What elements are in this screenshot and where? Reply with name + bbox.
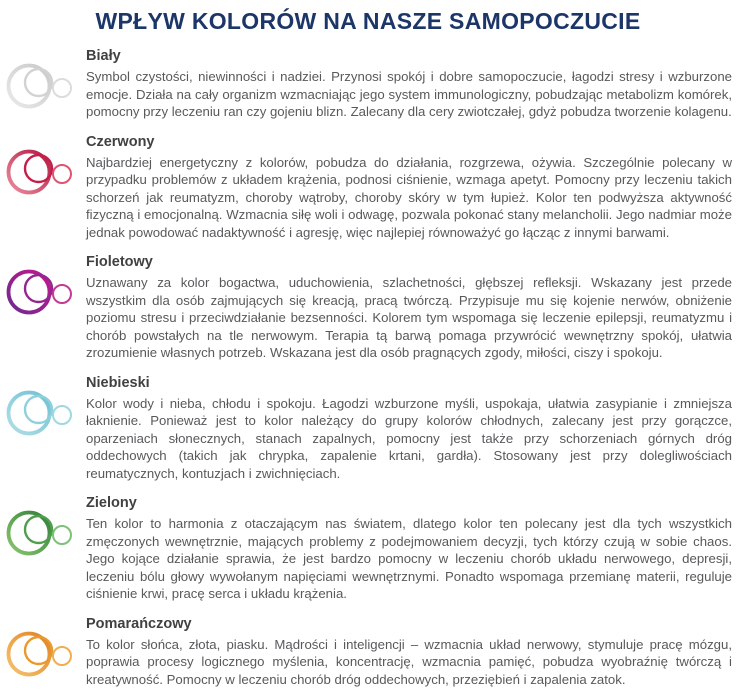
section-body: Uznawany za kolor bogactwa, uduchowienia, szlachetności, głębszej refleksji. Wskazany jest przede wszystkim dla osób zajmujących się kreacją, pracą twórczą. Przypisuje mu się kojenie nerwów, obniżenie poziomu stresu i przeciwdziałanie bezsenności. Kolorem tym wspomaga się leczenie epilepsji, reumatyzmu i chorób powstałych na tle nerwowym. Terapia tą barwą pomaga przywrócić wewnętrzny spokój, ułatwia zrozumienie własnych potrzeb. Wskazana jest dla osób pragnących zgody, miłości, ciszy i spokoju. (86, 275, 732, 360)
white-circles-icon (4, 58, 80, 112)
section-czerwony (0, 134, 736, 242)
section-heading: Niebieski (86, 374, 150, 391)
green-circles-icon (4, 505, 80, 559)
text-column (86, 134, 736, 242)
purple-circles-icon (4, 264, 80, 318)
section-niebieski (0, 375, 736, 483)
section-body: Symbol czystości, niewinności i nadziei. Przynosi spokój i dobre samopoczucie, łagodzi stresy i wzburzone emocje. Działa na cały organizm wzmacniając jego system immunologiczny, pobudzając metabolizm komórek, pomocny przy leczeniu ran czy gojeniu blizn. Zalecany dla cery zwiotczałej, gdyż pobudza tworzenie kolagenu. (86, 69, 732, 119)
icon-column (0, 134, 86, 242)
text-column (86, 48, 736, 121)
section-body: Ten kolor to harmonia z otaczającym nas światem, dlatego kolor ten polecany jest dla tych wszystkich zmęczonych wewnętrznie, mających problemy z podejmowaniem decyzji, tych którzy czują w sobie chaos. Jego kojące działanie sprawia, że jest bardzo pomocny w leczeniu chorób układu nerwowego, depresji, leczeniu bólu głowy wywołanym napięciami wewnętrznymi. Ponadto wspomaga przemianę materii, reguluje ciśnienie krwi, pracę serca i układu krążenia. (86, 516, 732, 601)
section-heading: Fioletowy (86, 254, 153, 270)
section-heading: Pomarańczowy (86, 615, 192, 632)
blue-circles-icon (4, 385, 80, 439)
red-circles-icon (4, 144, 80, 198)
icon-column (0, 48, 86, 121)
section-body: To kolor słońca, złota, piasku. Mądrości i inteligencji – wzmacnia układ nerwowy, stymuluje pracę mózgu, poprawia procesy logicznego myślenia, koncentrację, wzmacnia pamięć, pobudza wyobraźnię twórczą i kreatywność. Pomocny w leczeniu chorób dróg oddechowych, przeziębień i zapalenia zatok. (86, 636, 732, 687)
section-bialy (0, 48, 736, 121)
text-column (86, 495, 736, 603)
section-fioletowy (0, 254, 736, 362)
page-title: WPŁYW KOLORÓW NA NASZE SAMOPOCZUCIE (95, 8, 641, 34)
section-body: Najbardziej energetyczny z kolorów, pobudza do działania, rozgrzewa, ożywia. Szczególnie polecany w przypadku problemów z układem krążenia, podnosi ciśnienie, wzmaga apetyt. Pomocny przy leczeniu takich schorzeń jak reumatyzm, choroby wątroby, choroby skóry w tym łupież. Kolor ten podwyższa aktywność fizyczną i emocjonalną. Wzmacnia siłę woli i odwagę, pozwala pokonać stany melancholii. Jego nadmiar może jednak powodować nadaktywność i agresję, więc najlepiej równoważyć go łącząc z innymi barwami. (86, 154, 732, 240)
orange-circles-icon (4, 626, 80, 680)
icon-column (0, 616, 86, 689)
icon-column (0, 495, 86, 603)
text-column (86, 616, 736, 689)
section-pomaranczowy (0, 616, 736, 689)
section-zielony (0, 495, 736, 603)
text-column (86, 254, 736, 362)
section-heading: Biały (86, 48, 121, 64)
text-column (86, 375, 736, 483)
section-body: Kolor wody i nieba, chłodu i spokoju. Łagodzi wzburzone myśli, uspokaja, ułatwia zasypianie i zmniejsza łaknienie. Ponieważ jest to kolor należący do grupy kolorów chłodnych, zalecany jest przy gorączce, oparzeniach słonecznych, stanach zapalnych, pomocny jest także przy schorzeniach górnych dróg oddechowych (takich jak chrypka, zapalenie krtani, gardła). Stosowany jest przy dolegliwościach reumatycznych, kontuzjach i zwichnięciach. (86, 395, 732, 481)
icon-column (0, 375, 86, 483)
section-heading: Zielony (86, 495, 137, 511)
section-heading: Czerwony (86, 133, 155, 150)
icon-column (0, 254, 86, 362)
